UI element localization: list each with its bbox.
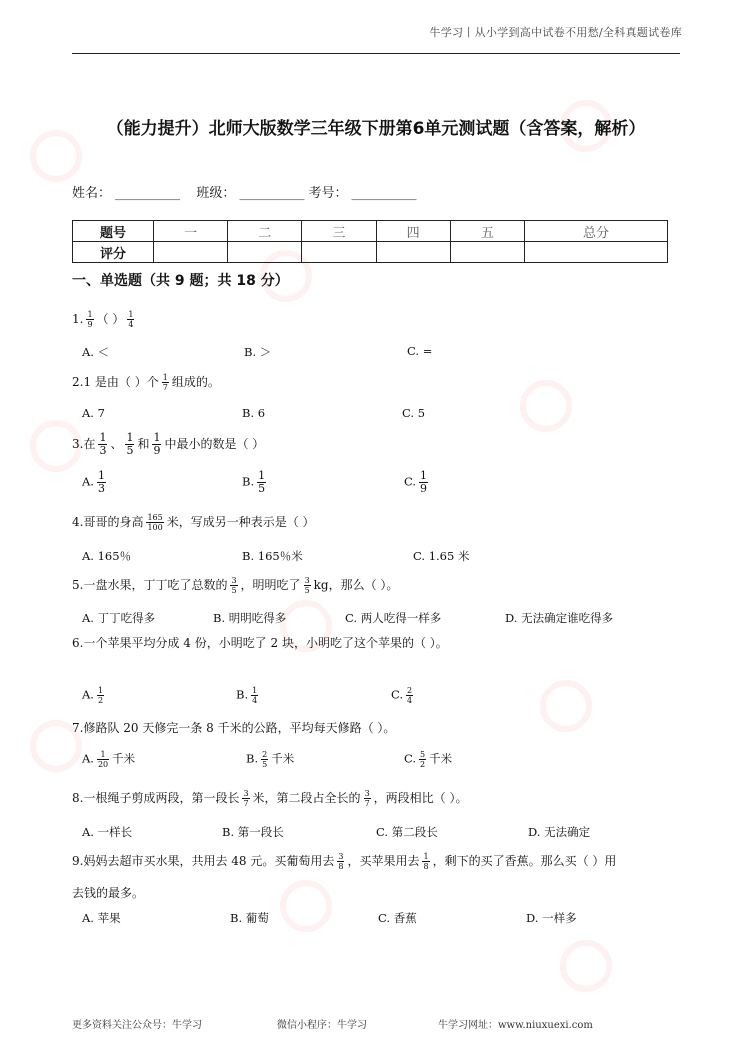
option-c[interactable]: C. $\frac{1}{9}$ bbox=[404, 469, 428, 495]
name-label: 姓名： bbox=[72, 186, 112, 201]
q-text: 和 bbox=[137, 437, 150, 451]
option-c[interactable]: C. $\frac{2}{4}$ bbox=[391, 686, 413, 705]
q-text: 2.1 是由（ ）个 bbox=[72, 375, 159, 389]
fraction: $\frac{3}{7}$ bbox=[364, 789, 370, 808]
q-number: 1. bbox=[72, 312, 84, 326]
option-a[interactable]: A. 丁丁吃得多 bbox=[82, 611, 156, 625]
question-8 bbox=[72, 789, 467, 808]
q-text: 米，写成另一种表示是（ ） bbox=[166, 515, 315, 529]
table-row bbox=[73, 221, 668, 242]
option-c[interactable]: C. 第二段长 bbox=[376, 825, 438, 839]
score-cell[interactable] bbox=[450, 242, 524, 263]
score-cell[interactable] bbox=[524, 242, 667, 263]
option-c[interactable]: C. = bbox=[407, 344, 433, 358]
score-table bbox=[72, 220, 668, 263]
option-d[interactable]: D. 无法确定谁吃得多 bbox=[505, 611, 614, 625]
fraction: $\frac{165}{100}$ bbox=[147, 513, 163, 532]
page-title: （能力提升）北师大版数学三年级下册第6单元测试题（含答案，解析） bbox=[106, 119, 646, 139]
option-a[interactable]: A. ＜ bbox=[82, 345, 110, 359]
question-5 bbox=[72, 576, 398, 595]
name-blank[interactable]: __________ bbox=[115, 186, 181, 201]
header-text: 牛学习丨从小学到高中试卷不用愁/全科真题试卷库 bbox=[429, 26, 682, 39]
option-b[interactable]: B. 第一段长 bbox=[222, 825, 284, 839]
q-text: 5.一盘水果，丁丁吃了总数的 bbox=[72, 578, 228, 592]
q-text: 米，第二段占全长的 bbox=[252, 791, 361, 805]
table-row bbox=[73, 242, 668, 263]
table-cell: 总分 bbox=[524, 221, 667, 242]
option-b[interactable]: B. 葡萄 bbox=[230, 911, 269, 925]
q-text: 、 bbox=[110, 437, 123, 451]
option-c[interactable]: C. 1.65 米 bbox=[413, 549, 470, 563]
fraction: $\frac{1}{7}$ bbox=[162, 373, 168, 392]
student-info bbox=[72, 182, 420, 201]
option-c[interactable]: C. 5 bbox=[402, 406, 426, 420]
option-c[interactable]: C. 香蕉 bbox=[378, 911, 417, 925]
q-text: 组成的。 bbox=[171, 375, 220, 389]
q-text: 8.一根绳子剪成两段，第一段长 bbox=[72, 791, 240, 805]
q-text: ，两段相比（ ）。 bbox=[373, 791, 468, 805]
question-7: 7.修路队 20 天修完一条 8 千米的公路，平均每天修路（ ）。 bbox=[72, 721, 396, 735]
option-a[interactable]: A. $\frac{1}{3}$ bbox=[82, 469, 105, 495]
option-d[interactable]: D. 一样多 bbox=[526, 911, 577, 925]
row-header: 评分 bbox=[73, 242, 154, 263]
q-text: 3.在 bbox=[72, 437, 96, 451]
exam-label: 考号： bbox=[308, 186, 348, 201]
option-b[interactable]: B. 6 bbox=[242, 406, 266, 420]
q-text: kg，那么（ ）。 bbox=[313, 578, 399, 592]
option-a[interactable]: A. $\frac{1}{2}$ bbox=[82, 686, 104, 705]
watermark-logo bbox=[540, 680, 592, 732]
q-text: ，剩下的买了香蕉。那么买（ ）用 bbox=[432, 854, 617, 868]
fraction: $\frac{3}{8}$ bbox=[338, 852, 344, 871]
table-cell: 二 bbox=[228, 221, 302, 242]
option-c[interactable]: C. $\frac{5}{2}$ 千米 bbox=[404, 750, 453, 769]
table-cell: 三 bbox=[302, 221, 376, 242]
option-a[interactable]: A. 165％ bbox=[82, 549, 132, 563]
score-cell[interactable] bbox=[228, 242, 302, 263]
fraction: $\frac{1}{9}$ bbox=[87, 310, 93, 329]
option-d[interactable]: D. 无法确定 bbox=[528, 825, 591, 839]
watermark-logo bbox=[280, 880, 332, 932]
option-a[interactable]: A. 一样长 bbox=[82, 825, 133, 839]
question-1 bbox=[72, 310, 137, 329]
fraction: $\frac{3}{5}$ bbox=[231, 576, 237, 595]
question-2 bbox=[72, 373, 220, 392]
table-cell: 四 bbox=[376, 221, 450, 242]
section-heading: 一、单选题（共 9 题；共 18 分） bbox=[72, 273, 289, 289]
fraction: $\frac{3}{5}$ bbox=[304, 576, 310, 595]
question-4 bbox=[72, 513, 315, 532]
watermark-logo bbox=[520, 380, 572, 432]
header-divider bbox=[72, 53, 680, 54]
footer-mini-program: 微信小程序：牛学习 bbox=[277, 1020, 367, 1031]
watermark-logo bbox=[560, 940, 612, 992]
exam-blank[interactable]: __________ bbox=[351, 186, 417, 201]
fraction: $\frac{1}{3}$ bbox=[99, 431, 107, 457]
class-blank[interactable]: __________ bbox=[239, 186, 305, 201]
option-b[interactable]: B. ＞ bbox=[244, 345, 272, 359]
option-a[interactable]: A. 苹果 bbox=[82, 911, 121, 925]
fraction: $\frac{3}{7}$ bbox=[243, 789, 249, 808]
table-cell: 五 bbox=[450, 221, 524, 242]
option-a[interactable]: A. $\frac{1}{20}$ 千米 bbox=[82, 750, 136, 769]
option-b[interactable]: B. $\frac{1}{4}$ bbox=[236, 686, 258, 705]
question-9-continued: 去钱的最多。 bbox=[72, 886, 145, 900]
score-cell[interactable] bbox=[154, 242, 228, 263]
q-text: （ ） bbox=[96, 312, 125, 326]
q-text: 4.哥哥的身高 bbox=[72, 515, 144, 529]
score-cell[interactable] bbox=[302, 242, 376, 263]
q-text: 9.妈妈去超市买水果，共用去 48 元。买葡萄用去 bbox=[72, 854, 335, 868]
fraction: $\frac{1}{9}$ bbox=[153, 431, 161, 457]
question-3 bbox=[72, 432, 264, 457]
question-6: 6.一个苹果平均分成 4 份，小明吃了 2 块，小明吃了这个苹果的（ ）。 bbox=[72, 636, 448, 650]
footer-website-link[interactable]: 牛学习网址：www.niuxuexi.com bbox=[438, 1020, 593, 1031]
question-9 bbox=[72, 852, 616, 871]
footer-wechat-account: 更多资料关注公众号：牛学习 bbox=[72, 1020, 202, 1031]
option-a[interactable]: A. 7 bbox=[82, 406, 105, 420]
q-text: ，买苹果用去 bbox=[347, 854, 420, 868]
q-text: 中最小的数是（ ） bbox=[164, 437, 265, 451]
fraction: $\frac{1}{5}$ bbox=[126, 431, 134, 457]
class-label: 班级： bbox=[196, 186, 236, 201]
option-b[interactable]: B. $\frac{1}{5}$ bbox=[242, 469, 266, 495]
fraction: $\frac{1}{4}$ bbox=[128, 310, 134, 329]
row-header: 题号 bbox=[73, 221, 154, 242]
fraction: $\frac{1}{8}$ bbox=[423, 852, 429, 871]
q-text: ，明明吃了 bbox=[240, 578, 301, 592]
table-cell: 一 bbox=[154, 221, 228, 242]
option-c[interactable]: C. 两人吃得一样多 bbox=[345, 611, 442, 625]
option-b[interactable]: B. 明明吃得多 bbox=[213, 611, 287, 625]
score-cell[interactable] bbox=[376, 242, 450, 263]
option-b[interactable]: B. 165％米 bbox=[242, 549, 303, 563]
option-b[interactable]: B. $\frac{2}{5}$ 千米 bbox=[246, 750, 295, 769]
